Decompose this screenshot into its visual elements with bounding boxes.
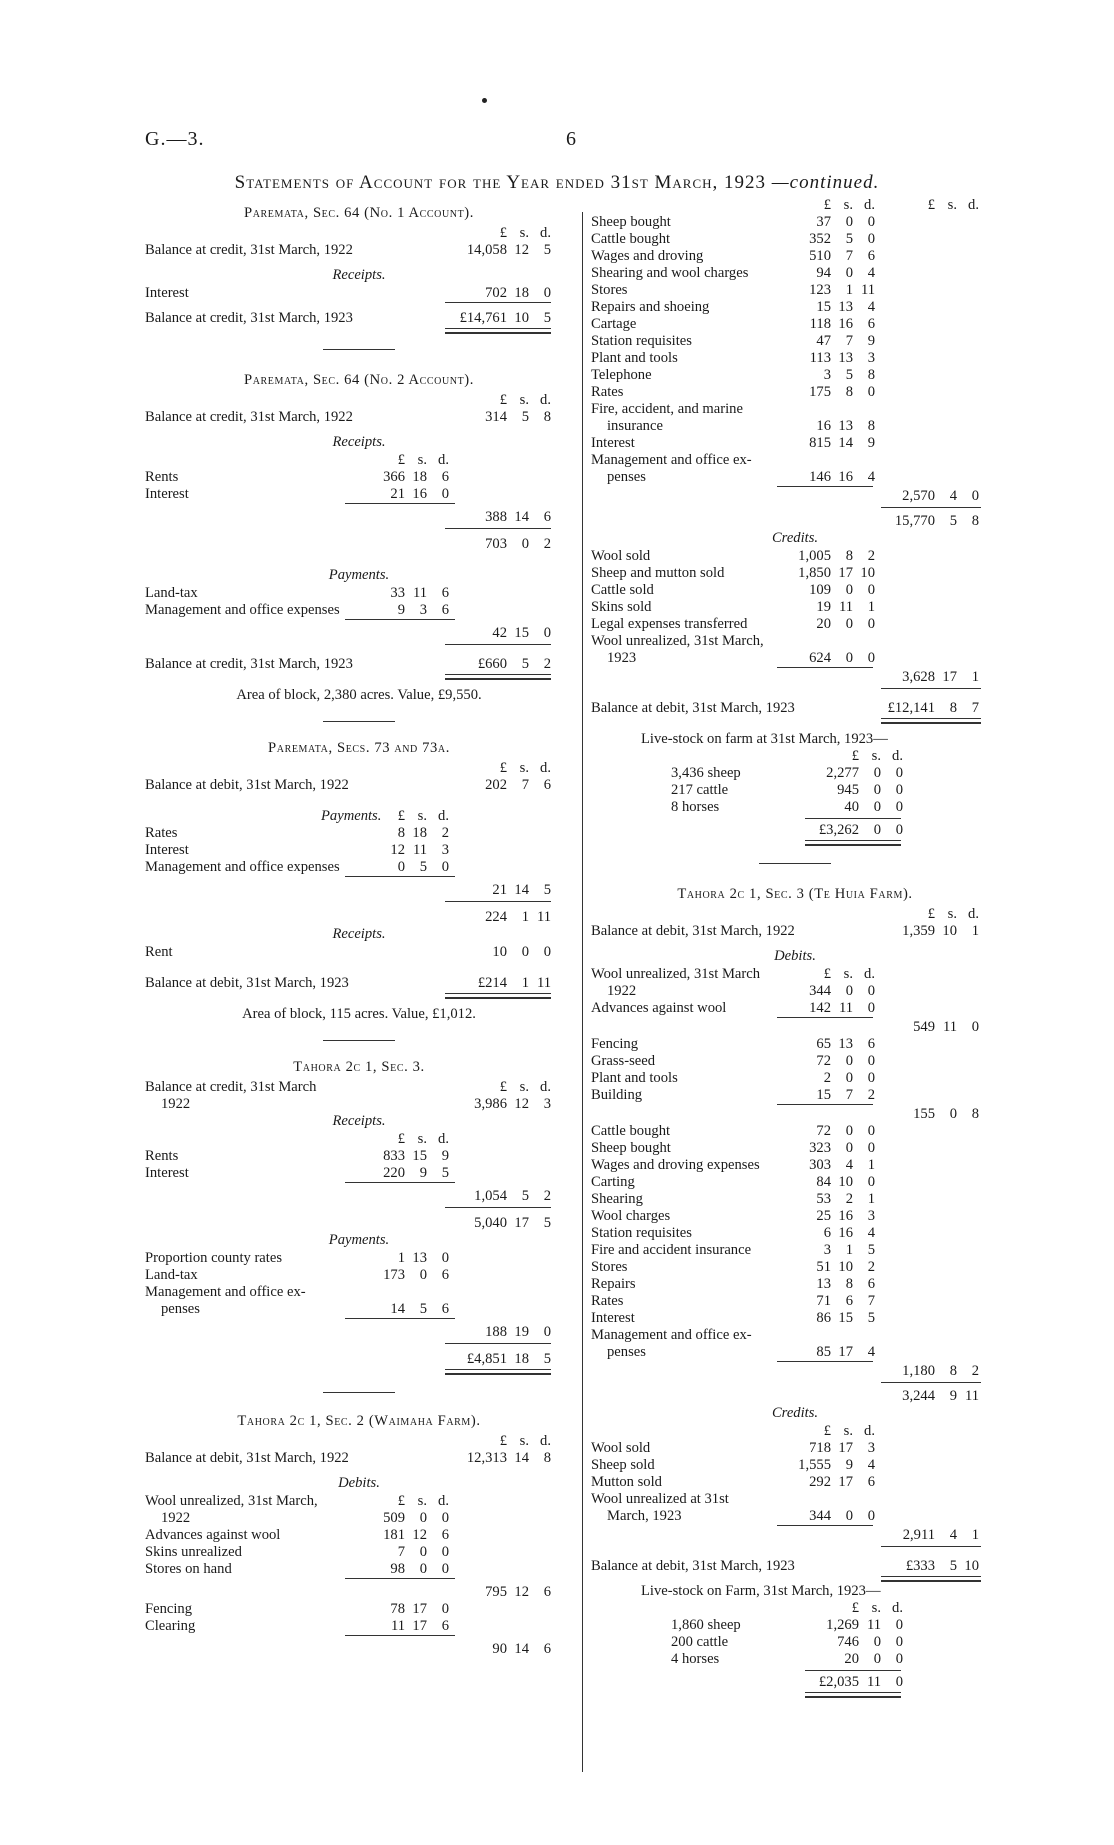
section-heading: Tahora 2c 1, Sec. 3. xyxy=(293,1059,425,1075)
balance-row: Balance at debit, 31st March, 1923 £214 1 11 xyxy=(145,975,573,992)
subheading: Payments. xyxy=(328,567,390,583)
subheading: Debits. xyxy=(774,948,816,964)
balance-row: Balance at debit, 31st March, 1923 £12,141 8 7 xyxy=(591,700,999,717)
row: Repairs 13 8 6 xyxy=(591,1276,875,1292)
row: insurance 16 13 8 xyxy=(607,418,875,434)
row: Wool sold 718 17 3 xyxy=(591,1440,875,1456)
row: penses 14 5 6 xyxy=(145,1301,573,1318)
row: Wool sold 1,005 8 2 xyxy=(591,548,875,564)
balance-row: Balance at debit, 31st March, 1923 £333 5 10 xyxy=(591,1558,999,1575)
row: Land-tax 33 11 6 xyxy=(145,585,449,601)
row: Station requisites 47 7 9 xyxy=(591,333,875,349)
total-row: £3,262 0 0 xyxy=(591,822,999,839)
row: penses 146 16 4 xyxy=(607,469,875,485)
row: Building 15 7 2 xyxy=(591,1087,875,1103)
subtotal-row: 3,244 9 11 xyxy=(902,1388,979,1404)
subtotal-row: 15,770 5 8 xyxy=(894,513,979,529)
row: Land-tax 173 0 6 xyxy=(145,1267,449,1283)
row: 217 cattle 945 0 0 xyxy=(671,782,903,798)
balance-row: 1922 3,986 12 3 xyxy=(161,1096,551,1112)
subtotal-row: 2,911 4 1 xyxy=(591,1527,999,1544)
row: 8 horses 40 0 0 xyxy=(671,799,903,815)
row: Plant and tools 113 13 3 xyxy=(591,350,875,366)
row: Stores 123 1 11 xyxy=(591,282,875,298)
row: Fencing 65 13 6 xyxy=(591,1036,875,1052)
subtotal-row: 42 15 0 xyxy=(145,625,573,642)
balance-row: Balance at credit, 31st March, 1923 £14,761 10 5 xyxy=(145,310,573,327)
row: Cartage 118 16 6 xyxy=(591,316,875,332)
row: Legal expenses transferred 20 0 0 xyxy=(591,616,875,632)
subheading: Credits. xyxy=(771,530,819,546)
subtotal-row: 21 14 5 xyxy=(145,882,573,899)
row: Skins sold 19 11 1 xyxy=(591,599,875,615)
column-divider xyxy=(582,212,583,1772)
subheading: Receipts. xyxy=(332,926,386,942)
currency-header: £ s. d. xyxy=(499,225,551,241)
row: 3,436 sheep 2,277 0 0 xyxy=(671,765,903,781)
row: Stores 51 10 2 xyxy=(591,1259,875,1275)
balance-row: Balance at credit, 31st March, 1922 314 5 8 xyxy=(145,409,551,425)
row: Repairs and shoeing 15 13 4 xyxy=(591,299,875,315)
row: Interest 815 14 9 xyxy=(591,435,875,451)
subtotal-row: 155 0 8 xyxy=(591,1106,999,1123)
row: Interest 220 9 5 xyxy=(145,1165,573,1182)
row: Advances against wool 181 12 6 xyxy=(145,1527,449,1543)
ink-dot xyxy=(482,98,487,103)
subtotal-row: 5,040 17 5 xyxy=(474,1215,551,1231)
subheading: Receipts. xyxy=(332,1113,386,1129)
row: Carting 84 10 0 xyxy=(591,1174,875,1190)
section-heading: Paremata, Sec. 64 (No. 1 Account). xyxy=(244,205,474,221)
section-heading: Paremata, Secs. 73 and 73a. xyxy=(268,740,450,756)
subtotal-row: 388 14 6 xyxy=(145,509,573,526)
row: Shearing and wool charges 94 0 4 xyxy=(591,265,875,281)
row: Sheep bought 323 0 0 xyxy=(591,1140,875,1156)
left-column: Paremata, Sec. 64 (No. 1 Account). £ s. d. Balance at credit, 31st March, 1922 14,058 12 5 Receipts. Interest 702 18 0 Balance at credit, 31st March, 1923 £14,761 10 5 Paremata, Sec. 64 (No. 2 Account). £ s. d. Balance at credit, 31st March, 1922 314 5 8 Receipts. £ s. d. Rents 366 18 6 Interest 21 16 0 388 14 6 703 0 2 Payments. Land-tax 33 11 6 Management and office expenses 9 3 6 42 15 0 Balance at credit, 31st March, 1923 £660 5 2 Area of block, 2,380 acres. Value, £9,550. Paremata, Secs. 73 and 73a. £ s. d. Balance at debit, 31st March, 1922 202 7 6 Payments. £ s. d. Rates 8 18 2 Interest 12 11 3 Management and office expenses 0 5 0 21 14 5 224 1 11 Receipts. Rent 10 0 0 Balance at debit, 31st March, 1923 £214 1 11 Area of block, 115 acres. Value, £1,012. Tahora 2c 1, Sec. 3. Balance at credit, 31st March £ s. d. 1922 3,986 12 3 Receipts. £ s. d. Rents 833 15 9 Interest 220 9 5 1,054 5 2 5,040 17 5 Payments. Proportion county rates 1 13 0 Land-tax 173 0 6 Management and office ex- penses 14 5 6 188 19 0 £4,851 18 5 Tahora 2c 1, Sec. 2 (Waimaha Farm). £ s. d. Balance at debit, 31st March, 1922 12,313 14 8 Debits. Wool unrealized, 31st March, £ s. d. 1922 509 0 0 Advances against wool 181 12 6 Skins unrealized 7 0 0 Stores on hand 98 0 0 795 12 6 Fencing 78 17 0 Clearing 11 17 6 90 14 6 xyxy=(145,205,573,1658)
row: March, 1923 344 0 0 xyxy=(607,1508,875,1524)
row: Fencing 78 17 0 xyxy=(145,1601,449,1617)
row: 1922 509 0 0 xyxy=(161,1510,449,1526)
page-ref: G.—3. xyxy=(145,128,205,150)
right-column: £ s. d. £ s. d. Sheep bought 37 0 0 Cattle bought 352 5 0 Wages and droving 510 7 6 Shearing and wool charges 94 0 4 Stores 123 1 11 Repairs and shoeing 15 13 4 Cartage 118 16 6 Station requisites 47 7 9 Plant and tools 113 13 3 Telephone 3 5 8 Rates 175 8 0 Fire, accident, and marine insurance 16 13 8 Interest 815 14 9 Management and office ex- penses 146 16 4 2,570 4 0 15,770 5 8 Credits. Wool sold 1,005 8 2 Sheep and mutton sold 1,850 17 10 Cattle sold 109 0 0 Skins sold 19 11 1 Legal expenses transferred 20 0 0 Wool unrealized, 31st March, 1923 624 0 0 3,628 17 1 Balance at debit, 31st March, 1923 £12,141 8 7 Live-stock on farm at 31st March, 1923— £ s. d. 3,436 sheep 2,277 0 0 217 cattle 945 0 0 8 horses 40 0 0 £3,262 0 0 Tahora 2c 1, Sec. 3 (Te Huia Farm). £ s. d. Balance at debit, 31st March, 1922 1,359 10 1 Debits. Wool unrealized, 31st March £ s. d. 1922 344 0 0 Advances against wool 142 11 0 549 11 0 Fencing 65 13 6 Grass-seed 72 0 0 Plant and tools 2 0 0 Building 15 7 2 155 0 8 Cattle bought 72 0 0 Sheep bought 323 0 0 Wages and droving expenses 303 4 1 Carting 84 10 0 Shearing 53 2 1 Wool charges 25 16 3 Station requisites 6 16 4 Fire and accident insurance 3 1 5 Stores 51 10 2 Repairs 13 8 6 Rates 71 6 7 Interest 86 15 5 Management and office ex- penses 85 17 4 1,180 8 2 3,244 9 11 Credits. £ s. d. Wool sold 718 17 3 Sheep sold 1,555 9 4 Mutton sold 292 17 6 Wool unrealized at 31st March, 1923 344 0 0 2,911 4 1 Balance at debit, 31st March, 1923 £333 5 10 Live-stock on Farm, 31st March, 1923— £ s. d. 1,860 sheep 1,269 11 0 200 cattle 746 0 0 4 horses 20 0 0 £2,035 11 0 xyxy=(591,205,999,1691)
subtotal-row: 2,570 4 0 xyxy=(591,488,999,505)
row: Stores on hand 98 0 0 xyxy=(145,1561,573,1578)
row: Management and office expenses 0 5 0 xyxy=(145,859,573,876)
row: Rents 366 18 6 xyxy=(145,469,449,485)
subtotal-row: 1,180 8 2 xyxy=(591,1363,999,1380)
subtotal-row: 3,628 17 1 xyxy=(591,669,999,686)
row: Grass-seed 72 0 0 xyxy=(591,1053,875,1069)
subtotal-row: 795 12 6 xyxy=(485,1584,551,1600)
row: Proportion county rates 1 13 0 xyxy=(145,1250,449,1266)
row: Interest 21 16 0 xyxy=(145,486,573,503)
balance-row: Balance at credit, 31st March, 1922 14,058 12 5 xyxy=(145,242,551,258)
row: Rates 71 6 7 xyxy=(591,1293,875,1309)
row: Rates 8 18 2 xyxy=(145,825,449,841)
section-heading: Tahora 2c 1, Sec. 3 (Te Huia Farm). xyxy=(677,886,913,902)
row: penses 85 17 4 xyxy=(607,1344,875,1360)
row: Wool charges 25 16 3 xyxy=(591,1208,875,1224)
balance-row: Balance at debit, 31st March, 1922 1,359 10 1 xyxy=(591,923,979,939)
row: Cattle bought 72 0 0 xyxy=(591,1123,875,1139)
balance-row: Balance at credit, 31st March, 1923 £660 5 2 xyxy=(145,656,573,673)
row: Cattle bought 352 5 0 xyxy=(591,231,875,247)
row: Cattle sold 109 0 0 xyxy=(591,582,875,598)
row: Advances against wool 142 11 0 xyxy=(591,1000,875,1016)
total-row: £4,851 18 5 xyxy=(145,1351,573,1368)
balance-row: Balance at debit, 31st March, 1922 202 7 6 xyxy=(145,777,551,793)
row: Station requisites 6 16 4 xyxy=(591,1225,875,1241)
subtotal-row: 188 19 0 xyxy=(145,1324,573,1341)
subheading: Receipts. xyxy=(332,267,386,283)
total-row: £2,035 11 0 xyxy=(591,1674,999,1691)
subtotal-row: 224 1 11 xyxy=(485,909,551,925)
row: Interest 12 11 3 xyxy=(145,842,449,858)
row: Wages and droving expenses 303 4 1 xyxy=(591,1157,875,1173)
row: Sheep bought 37 0 0 xyxy=(591,214,875,230)
row: Mutton sold 292 17 6 xyxy=(591,1474,875,1490)
subheading: Payments. xyxy=(328,1232,390,1248)
subtotal-row: 1,054 5 2 xyxy=(145,1188,573,1205)
row: Interest 86 15 5 xyxy=(591,1310,875,1326)
page-title: Statements of Account for the Year ended 31st March, 1923 —continued. xyxy=(234,172,880,193)
subheading: Receipts. xyxy=(332,434,386,450)
row: Sheep and mutton sold 1,850 17 10 xyxy=(591,565,875,581)
row: Plant and tools 2 0 0 xyxy=(591,1070,875,1086)
row: 4 horses 20 0 0 xyxy=(671,1651,903,1667)
currency-header: £ s. d. £ s. d. xyxy=(823,197,979,213)
subheading: Debits. xyxy=(338,1475,380,1491)
row: 1,860 sheep 1,269 11 0 xyxy=(671,1617,903,1633)
area-note: Area of block, 115 acres. Value, £1,012. xyxy=(242,1006,476,1022)
row: Sheep sold 1,555 9 4 xyxy=(591,1457,875,1473)
subtotal-row: 90 14 6 xyxy=(492,1641,551,1657)
row: Interest 702 18 0 xyxy=(145,285,551,301)
section-heading: Tahora 2c 1, Sec. 2 (Waimaha Farm). xyxy=(237,1413,481,1429)
row: 200 cattle 746 0 0 xyxy=(671,1634,903,1650)
row: Clearing 11 17 6 xyxy=(145,1618,573,1635)
subtotal-row: 549 11 0 xyxy=(913,1019,979,1035)
row: Shearing 53 2 1 xyxy=(591,1191,875,1207)
row: Fire and accident insurance 3 1 5 xyxy=(591,1242,875,1258)
row: 1923 624 0 0 xyxy=(607,650,875,666)
row: Wages and droving 510 7 6 xyxy=(591,248,875,264)
row: Rent 10 0 0 xyxy=(145,944,551,960)
balance-row: Balance at debit, 31st March, 1922 12,313 14 8 xyxy=(145,1450,551,1466)
area-note: Area of block, 2,380 acres. Value, £9,550. xyxy=(236,687,482,703)
row: Telephone 3 5 8 xyxy=(591,367,875,383)
subtotal-row: 703 0 2 xyxy=(485,536,551,552)
row: Rents 833 15 9 xyxy=(145,1148,449,1164)
row: 1922 344 0 0 xyxy=(607,983,875,999)
row: Rates 175 8 0 xyxy=(591,384,875,400)
subheading: Credits. xyxy=(771,1405,819,1421)
page-number: 6 xyxy=(566,128,577,150)
row: Management and office expenses 9 3 6 xyxy=(145,602,573,619)
section-heading: Paremata, Sec. 64 (No. 2 Account). xyxy=(244,372,474,388)
row: Skins unrealized 7 0 0 xyxy=(145,1544,449,1560)
